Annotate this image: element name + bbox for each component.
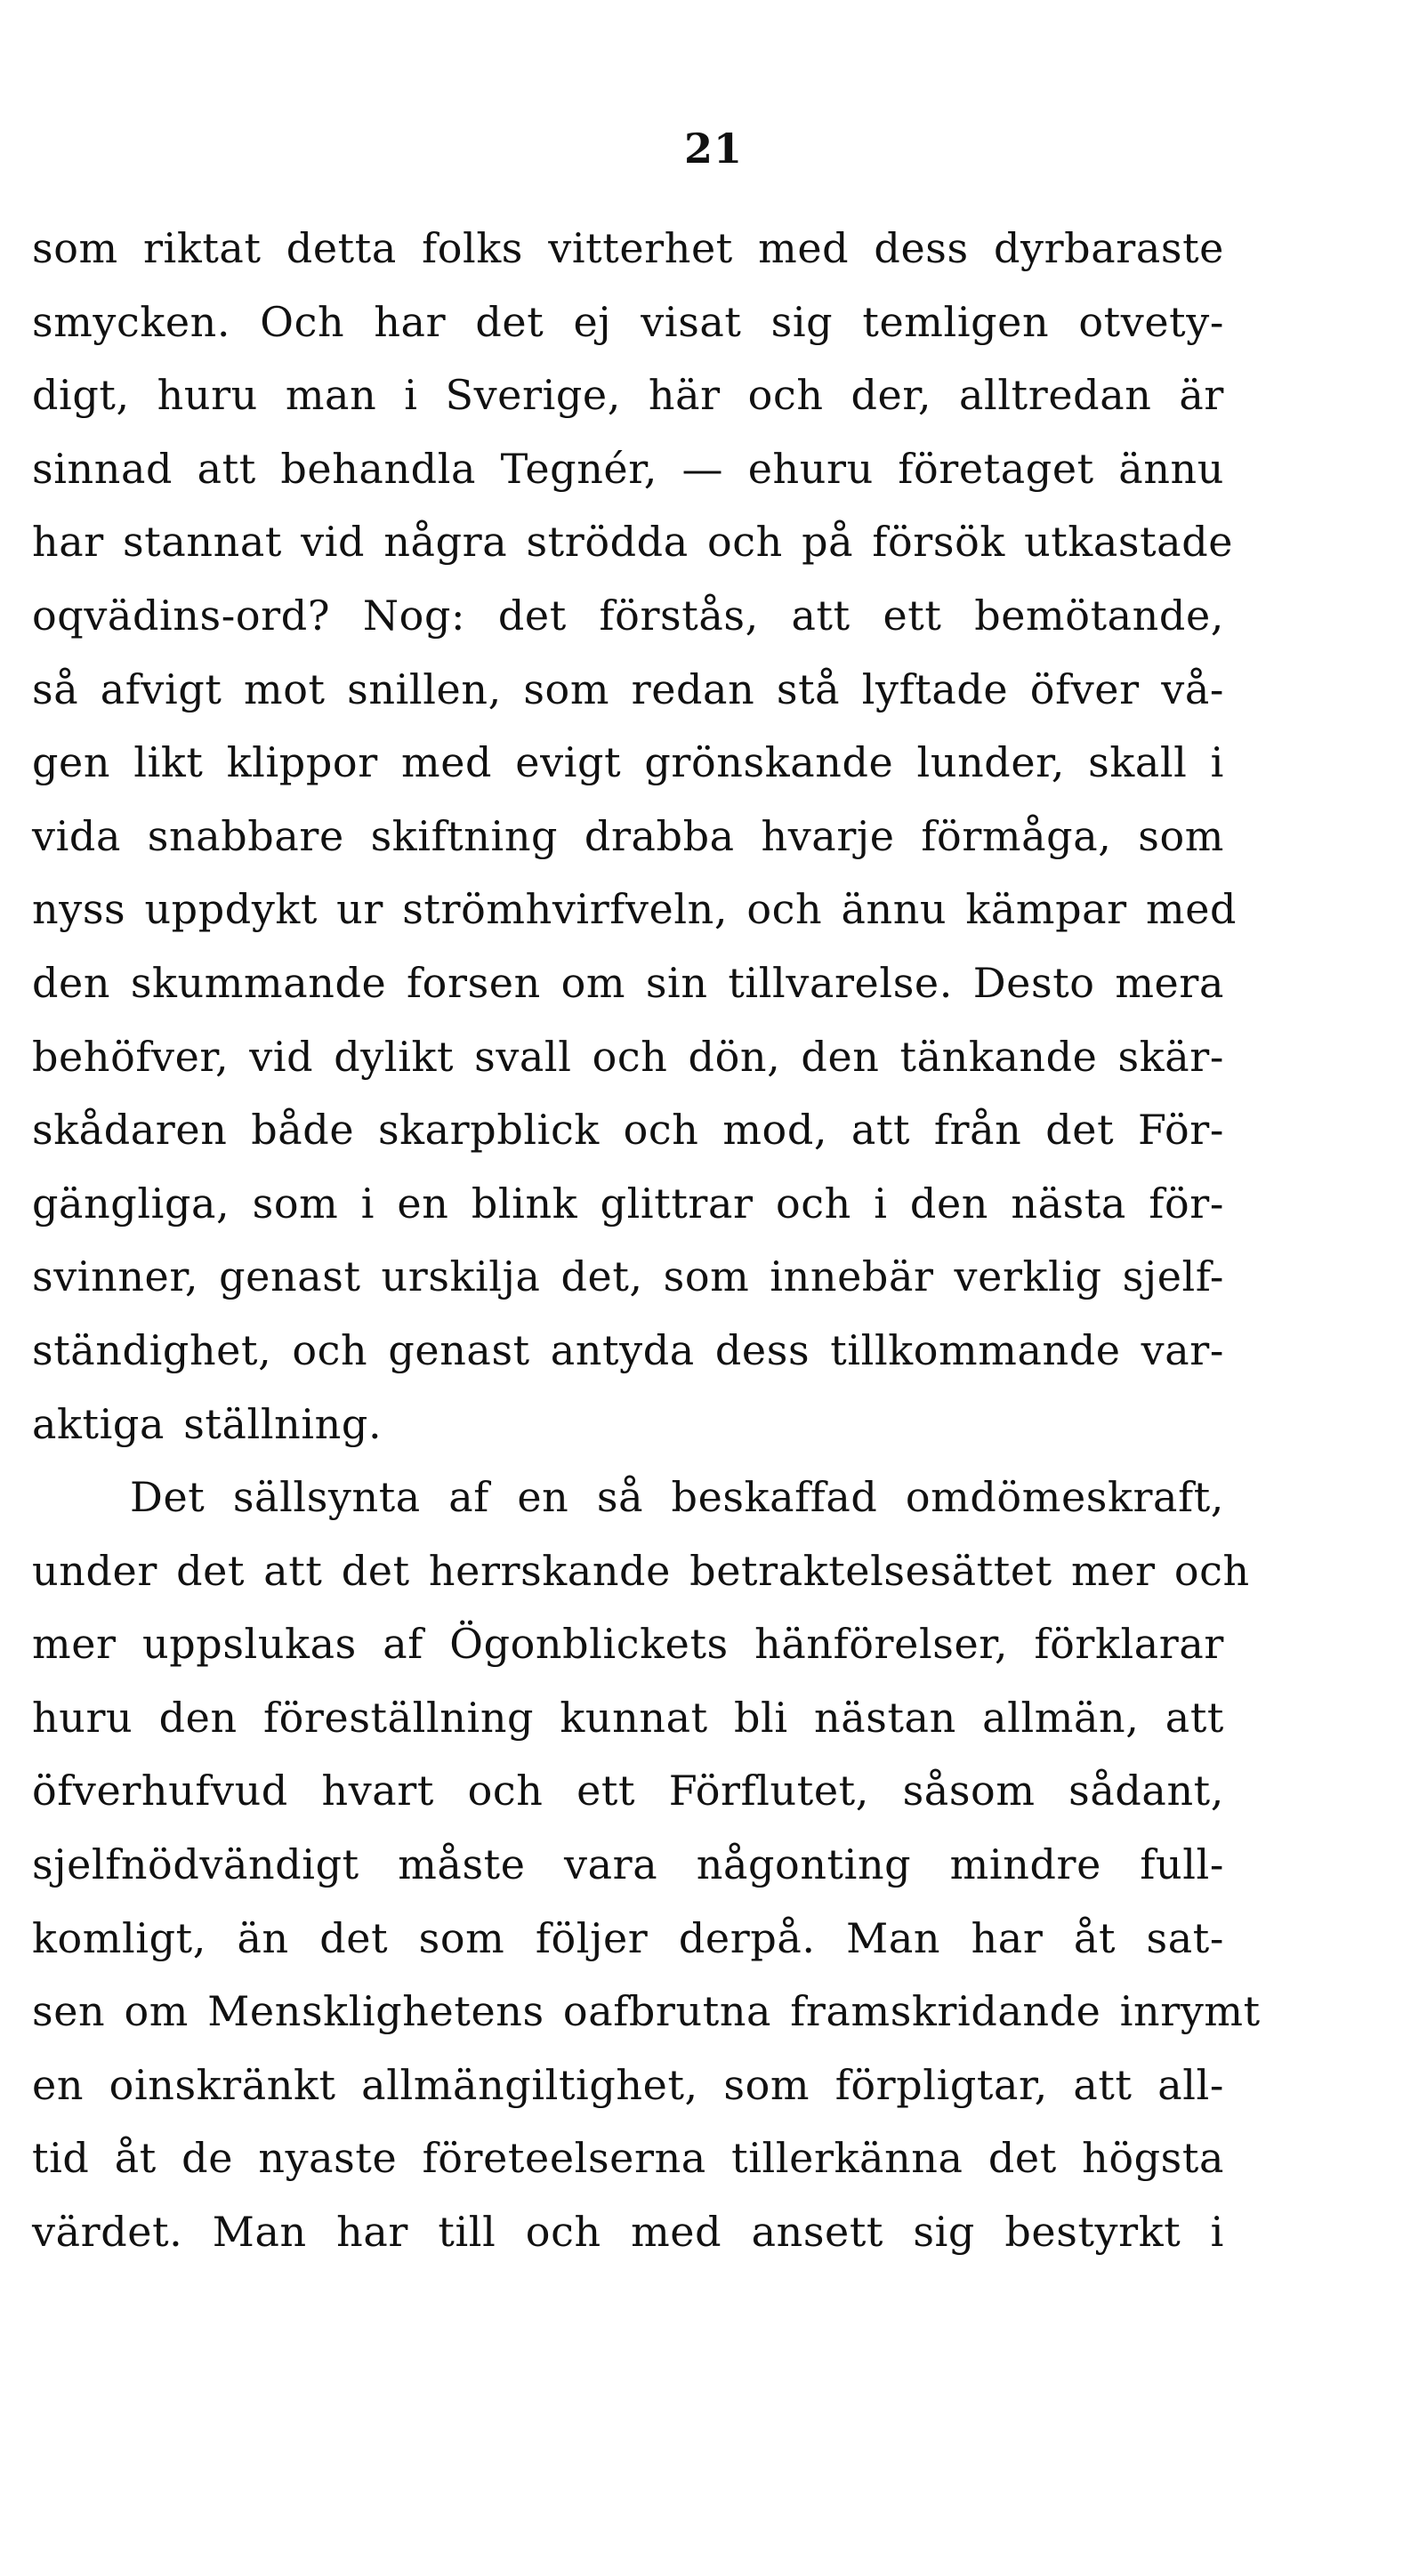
text-line: komligt, än det som följer derpå. Man har åt sat- [32,1913,1224,1962]
paragraph-1 [32,212,1238,1461]
text-line: som riktat detta folks vitterhet med dess dyrbaraste [32,224,1224,272]
body-text [32,212,1261,2269]
text-line: aktiga ställning. [32,1399,383,1448]
text-line: nyss uppdykt ur strömhvirfveln, och ännu kämpar med [32,885,1238,934]
text-line: svinner, genast urskilja det, som innebär verklig sjelf- [32,1252,1224,1301]
text-line: under det att det herrskande betraktelsesättet mer och [32,1546,1250,1595]
text-line: digt, huru man i Sverige, här och der, alltredan är [32,371,1224,420]
text-line: öfverhufvud hvart och ett Förflutet, såsom sådant, [32,1767,1224,1815]
text-line: gängliga, som i en blink glittrar och i den nästa för- [32,1179,1224,1228]
text-line: Det sällsynta af en så beskaffad omdömeskraft, [130,1473,1224,1522]
text-line: gen likt klippor med evigt grönskande lunder, skall i [32,738,1224,787]
text-line: har stannat vid några strödda och på försök utkastade [32,518,1234,567]
text-line: behöfver, vid dylikt svall och dön, den tänkande skär- [32,1032,1224,1081]
text-line: en oinskränkt allmängiltighet, som förpligtar, att all- [32,2060,1224,2109]
text-line: vida snabbare skiftning drabba hvarje förmåga, som [32,811,1224,860]
text-line: värdet. Man har till och med ansett sig bestyrkt i [32,2208,1224,2257]
text-line: den skummande forsen om sin tillvarelse. Desto mera [32,958,1224,1007]
text-line: så afvigt mot snillen, som redan stå lyftade öfver vå- [32,664,1224,713]
paragraph-2 [32,1461,1261,2269]
text-line: sen om Mensklighetens oafbrutna framskridande inrymt [32,1987,1261,2036]
text-line: sinnad att behandla Tegnér, — ehuru företaget ännu [32,444,1224,493]
text-line: oqvädins-ord? Nog: det förstås, att ett bemötande, [32,591,1224,640]
text-line: tid åt de nyaste företeelserna tillerkänna det högsta [32,2134,1224,2183]
text-line: smycken. Och har det ej visat sig temligen otvety- [32,297,1224,346]
text-line: huru den föreställning kunnat bli nästan allmän, att [32,1693,1224,1742]
text-line: mer uppslukas af Ögonblickets hänförelser, förklarar [32,1620,1224,1669]
text-line: ständighet, och genast antyda dess tillkommande var- [32,1325,1224,1374]
text-line: sjelfnödvändigt måste vara någonting mindre full- [32,1840,1224,1889]
text-line: skådaren både skarpblick och mod, att från det För- [32,1106,1224,1155]
page-number: 21 [683,125,743,173]
